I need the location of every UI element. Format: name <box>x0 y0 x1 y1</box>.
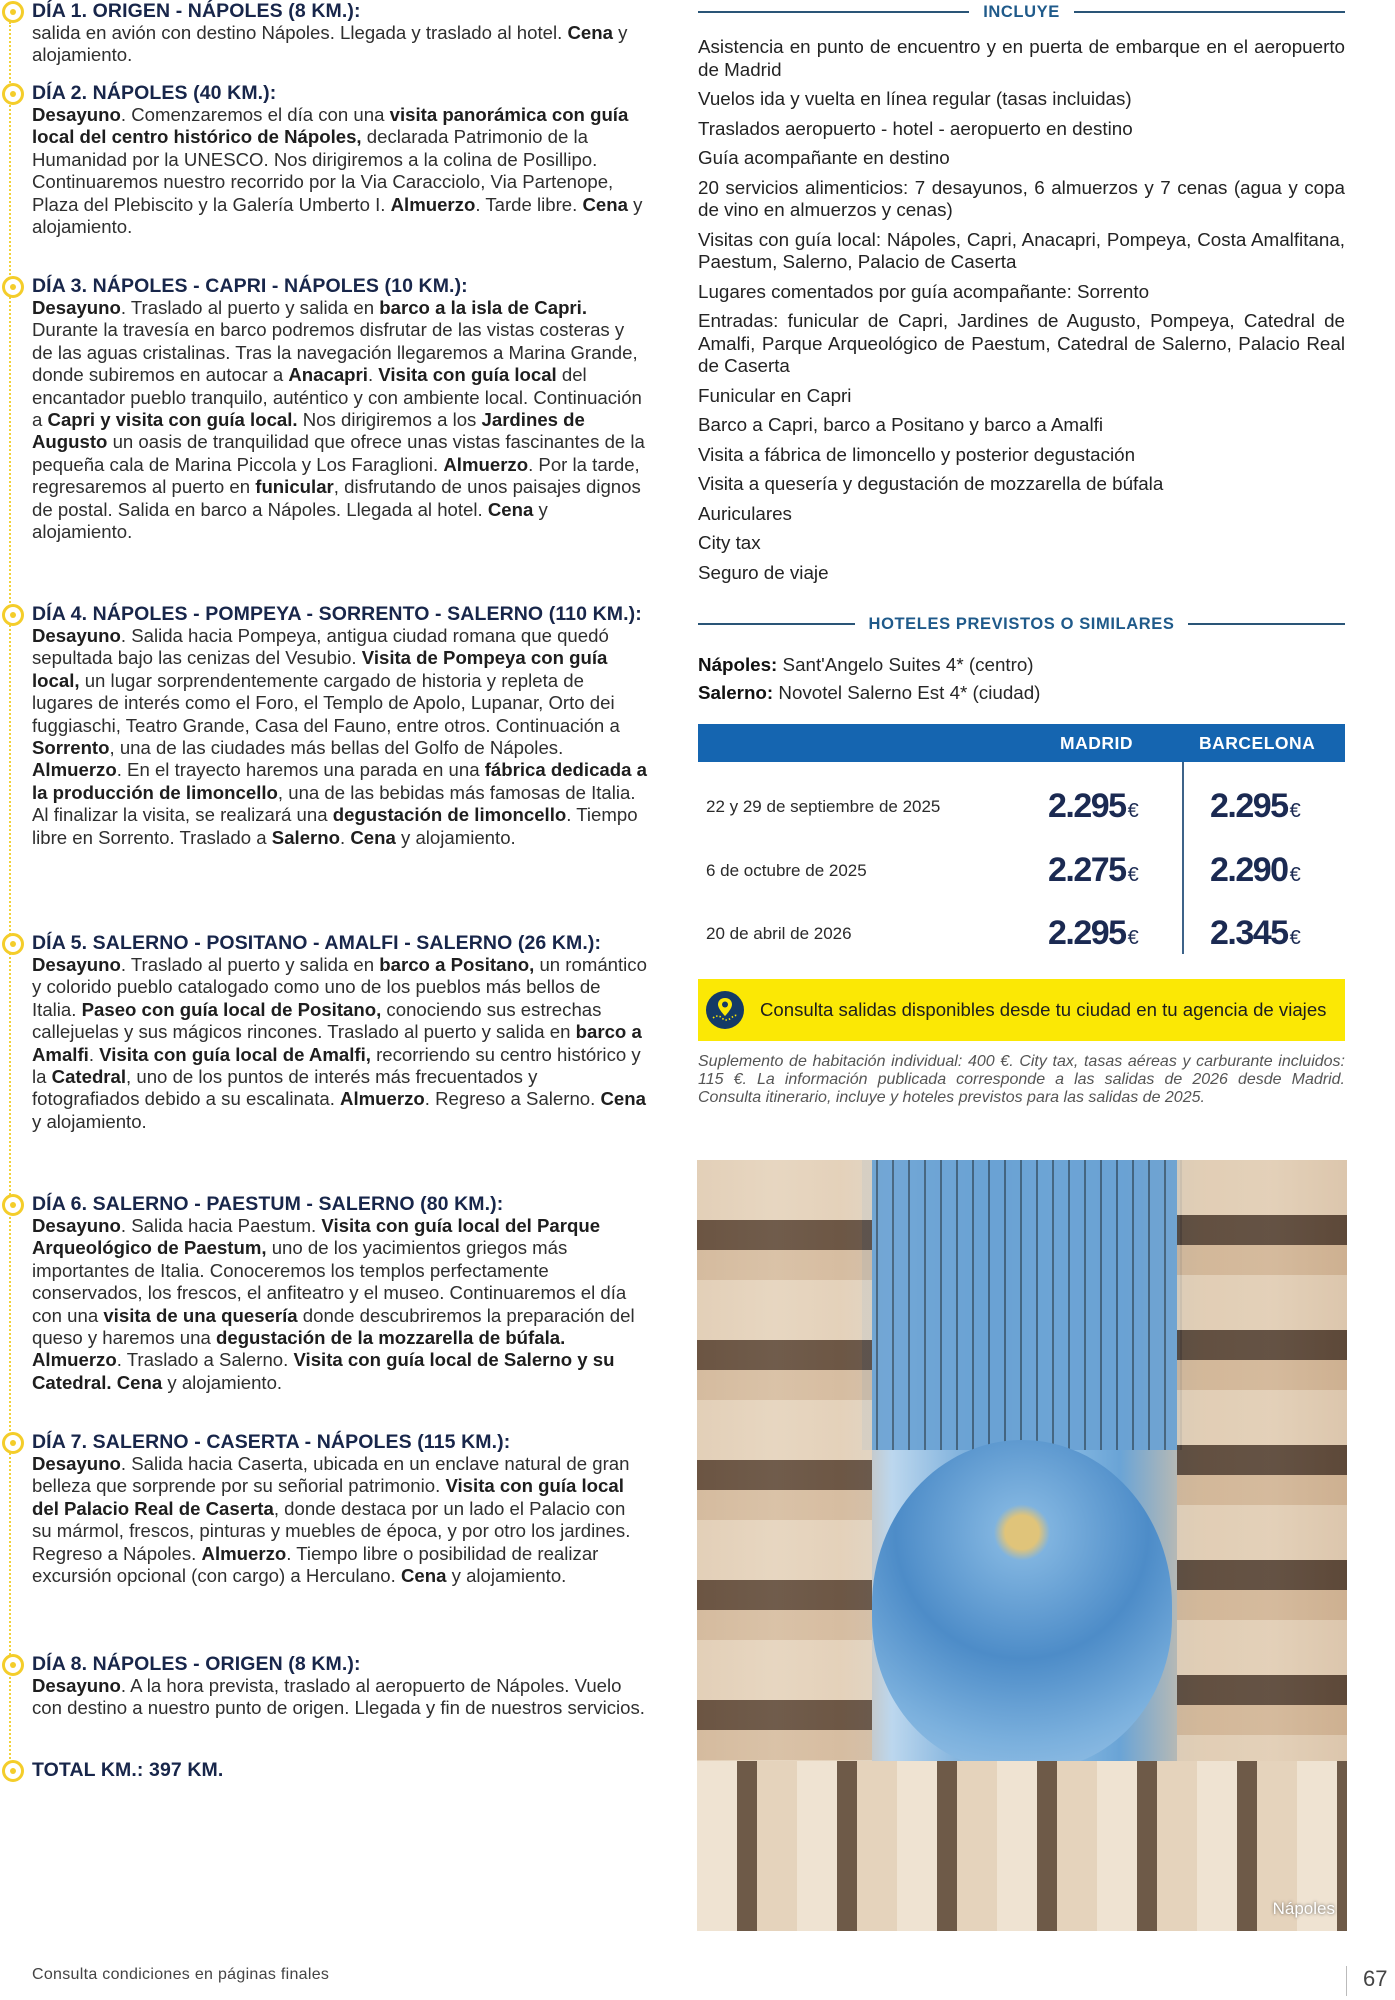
day-description: Desayuno. Traslado al puerto y salida en barco a Positano, un romántico y colorido pueblo catalogado como uno de los pueblos más bellos de Italia. Paseo con guía local de Positano, conociendo sus estrechas callejuelas y sus mágicos rincones. Traslado al puerto y salida en barco a Amalfi. Visita con guía local de Amalfi, recorriendo su centro histórico y la Catedral, uno de los puntos de interés más frecuentados y fotografiados debido a su escalinata. Almuerzo. Regreso a Salerno. Cena y alojamiento. <box>32 954 647 1132</box>
incluye-item: Visita a quesería y degustación de mozzarella de búfala <box>698 473 1164 494</box>
divider <box>1074 11 1345 13</box>
day-title: DÍA 4. NÁPOLES - POMPEYA - SORRENTO - SALERNO (110 KM.): <box>32 603 642 625</box>
price-barcelona: 2.345 € <box>1210 914 1301 952</box>
day-title: DÍA 7. SALERNO - CASERTA - NÁPOLES (115 KM.): <box>32 1431 511 1453</box>
day-description: salida en avión con destino Nápoles. Llegada y traslado al hotel. Cena y alojamiento. <box>32 22 628 66</box>
divider <box>698 11 969 13</box>
divider <box>1188 623 1345 625</box>
itinerary-day-7 <box>32 1431 650 1587</box>
galleria-umberto-photo <box>697 1160 1347 1931</box>
day-description: Desayuno. A la hora prevista, traslado al aeropuerto de Nápoles. Vuelo con destino a nuestro punto de origen. Llegada y fin de nuestros servicios. <box>32 1675 645 1719</box>
incluye-heading <box>698 2 1345 22</box>
timeline-marker-icon <box>2 604 24 626</box>
timeline-marker-icon <box>2 276 24 298</box>
price-table <box>698 724 1345 962</box>
day-title: DÍA 3. NÁPOLES - CAPRI - NÁPOLES (10 KM.): <box>32 275 468 297</box>
incluye-list <box>698 36 1345 591</box>
price-table-body <box>698 762 1345 962</box>
incluye-item: Vuelos ida y vuelta en línea regular (tasas incluidas) <box>698 88 1132 109</box>
price-madrid: 2.295 € <box>1048 787 1139 825</box>
day-description: Desayuno. Salida hacia Pompeya, antigua ciudad romana que quedó sepultada bajo las cenizas del Vesubio. Visita de Pompeya con guía local, un lugar sorprendentemente cargado de historia y repleta de lugares de interés como el Foro, el Templo de Apolo, Lupanar, Orto dei fuggiaschi, Teatro Grande, Casa del Fauno, entre otros. Continuación a Sorrento, una de las ciudades más bellas del Golfo de Nápoles. Almuerzo. En el trayecto haremos una parada en una fábrica dedicada a la producción de limoncello, una de las bebidas más famosas de Italia. Al finalizar la visita, se realizará una degustación de limoncello. Tiempo libre en Sorrento. Traslado a Salerno. Cena y alojamiento. <box>32 625 647 848</box>
timeline-marker-icon <box>2 83 24 105</box>
fine-print: Suplemento de habitación individual: 400 €. City tax, tasas aéreas y carburante incluidos: 115 €. La información publicada corresponde a las salidas de 2026 desde Madrid. Consulta itinerario, incluye y hoteles previstos para las salidas de 2025. <box>698 1053 1345 1106</box>
photo-caption: Nápoles <box>1272 1899 1335 1918</box>
price-row <box>698 851 1345 891</box>
day-description: Desayuno. Comenzaremos el día con una visita panorámica con guía local del centro histórico de Nápoles, declarada Patrimonio de la Humanidad por la UNESCO. Nos dirigiremos a la colina de Posillipo. Continuaremos nuestro recorrido por la Via Caracciolo, Via Partenope, Plaza del Plebiscito y la Galería Umberto I. Almuerzo. Tarde libre. Cena y alojamiento. <box>32 104 643 238</box>
incluye-item: Barco a Capri, barco a Positano y barco a Amalfi <box>698 414 1104 435</box>
price-row <box>698 914 1345 954</box>
hotel-name: Novotel Salerno Est 4* (ciudad) <box>778 682 1041 703</box>
incluye-item: 20 servicios alimenticios: 7 desayunos, 6 almuerzos y 7 cenas (agua y copa de vino en almuerzos y cenas) <box>698 176 1345 220</box>
page-number: 67 <box>1363 1966 1388 1991</box>
price-madrid: 2.275 € <box>1048 851 1139 889</box>
departure-date: 20 de abril de 2026 <box>706 924 852 943</box>
incluye-heading-label: INCLUYE <box>983 2 1060 21</box>
price-table-header <box>698 724 1345 762</box>
itinerary-day-1 <box>32 0 650 67</box>
incluye-item: Entradas: funicular de Capri, Jardines de Augusto, Pompeya, Catedral de Amalfi, Parque Arqueológico de Paestum, Catedral de Salerno, Palacio Real de Caserta <box>698 310 1345 376</box>
footer-divider <box>1346 1966 1347 1996</box>
departure-date: 22 y 29 de septiembre de 2025 <box>706 797 941 816</box>
day-title: DÍA 2. NÁPOLES (40 KM.): <box>32 82 277 104</box>
timeline-marker-icon <box>2 1432 24 1454</box>
incluye-item: Lugares comentados por guía acompañante: Sorrento <box>698 280 1150 302</box>
timeline-marker-icon <box>2 1760 24 1782</box>
map-pin-icon <box>706 991 744 1029</box>
hotel-entry <box>698 679 1345 707</box>
column-madrid: MADRID <box>1060 733 1133 753</box>
hotels-list <box>698 651 1345 707</box>
day-title: DÍA 6. SALERNO - PAESTUM - SALERNO (80 KM.): <box>32 1193 504 1215</box>
photo-vault <box>862 1160 1182 1450</box>
hotel-name: Sant'Angelo Suites 4* (centro) <box>782 654 1034 675</box>
hotel-entry <box>698 651 1345 679</box>
photo-dome <box>872 1440 1172 1770</box>
itinerary-day-4 <box>32 603 650 849</box>
day-description: Desayuno. Salida hacia Caserta, ubicada en un enclave natural de gran belleza que sorprende por su señorial patrimonio. Visita con guía local del Palacio Real de Caserta, donde destaca por un lado el Palacio con su mármol, frescos, pinturas y muebles de época, y por otro los jardines. Regreso a Nápoles. Almuerzo. Tiempo libre o posibilidad de realizar excursión opcional (con cargo) a Herculano. Cena y alojamiento. <box>32 1453 631 1587</box>
total-km: TOTAL KM.: 397 KM. <box>32 1759 224 1781</box>
departure-date: 6 de octubre de 2025 <box>706 861 867 880</box>
timeline-marker-icon <box>2 1194 24 1216</box>
hotel-city: Salerno: <box>698 682 774 703</box>
day-description: Desayuno. Salida hacia Paestum. Visita con guía local del Parque Arqueológico de Paestum, uno de los yacimientos griegos más importantes de Italia. Conoceremos los templos perfectamente conservados, los frescos, el anfiteatro y el museo. Continuaremos el día con una visita de una quesería donde descubriremos la preparación del queso y haremos una degustación de la mozzarella de búfala. Almuerzo. Traslado a Salerno. Visita con guía local de Salerno y su Catedral. Cena y alojamiento. <box>32 1215 635 1393</box>
day-title: DÍA 1. ORIGEN - NÁPOLES (8 KM.): <box>32 0 361 22</box>
itinerary-day-5 <box>32 932 650 1133</box>
timeline-marker-icon <box>2 933 24 955</box>
divider <box>698 623 855 625</box>
incluye-item: Traslados aeropuerto - hotel - aeropuerto en destino <box>698 117 1133 139</box>
hotel-city: Nápoles: <box>698 654 778 675</box>
hotels-heading-label: HOTELES PREVISTOS O SIMILARES <box>868 614 1175 633</box>
itinerary-day-2 <box>32 82 650 238</box>
timeline-marker-icon <box>2 1654 24 1676</box>
incluye-item: City tax <box>698 532 761 553</box>
price-madrid: 2.295 € <box>1048 914 1139 952</box>
hotels-heading <box>698 614 1345 634</box>
itinerary-day-8 <box>32 1653 650 1720</box>
price-barcelona: 2.290 € <box>1210 851 1301 889</box>
day-title: DÍA 8. NÁPOLES - ORIGEN (8 KM.): <box>32 1653 361 1675</box>
incluye-item: Asistencia en punto de encuentro y en puerta de embarque en el aeropuerto de Madrid <box>698 36 1345 80</box>
timeline-marker-icon <box>2 1 24 23</box>
price-row <box>698 787 1345 827</box>
incluye-item: Visitas con guía local: Nápoles, Capri, Anacapri, Pompeya, Costa Amalfitana, Paestum, Salerno, Palacio de Caserta <box>698 228 1345 272</box>
banner-text: Consulta salidas disponibles desde tu ciudad en tu agencia de viajes <box>760 999 1327 1020</box>
incluye-item: Auriculares <box>698 502 792 524</box>
itinerary-day-3 <box>32 275 650 543</box>
incluye-item: Seguro de viaje <box>698 561 829 583</box>
day-description: Desayuno. Traslado al puerto y salida en barco a la isla de Capri. Durante la travesía en barco podremos disfrutar de las vistas costeras y de las aguas cristalinas. Tras la navegación llegaremos a Marina Grande, donde subiremos en autocar a Anacapri. Visita con guía local del encantador pueblo tranquilo, auténtico y con ambiente local. Continuación a Capri y visita con guía local. Nos dirigiremos a los Jardines de Augusto un oasis de tranquilidad que ofrece unas vistas fascinantes de la pequeña cala de Marina Piccola y Los Faraglioni. Almuerzo. Por la tarde, regresaremos al puerto en funicular, disfrutando de unos paisajes dignos de postal. Salida en barco a Nápoles. Llegada al hotel. Cena y alojamiento. <box>32 297 645 543</box>
incluye-item: Guía acompañante en destino <box>698 147 950 168</box>
photo-facade <box>697 1761 1347 1931</box>
itinerary-total <box>32 1759 650 1781</box>
incluye-item: Visita a fábrica de limoncello y posterior degustación <box>698 443 1136 465</box>
incluye-item: Funicular en Capri <box>698 384 852 406</box>
footer-conditions: Consulta condiciones en páginas finales <box>32 1966 330 1983</box>
day-title: DÍA 5. SALERNO - POSITANO - AMALFI - SALERNO (26 KM.): <box>32 932 602 954</box>
price-barcelona: 2.295 € <box>1210 787 1301 825</box>
column-barcelona: BARCELONA <box>1199 733 1316 753</box>
departures-banner <box>698 979 1345 1041</box>
itinerary-day-6 <box>32 1193 650 1394</box>
